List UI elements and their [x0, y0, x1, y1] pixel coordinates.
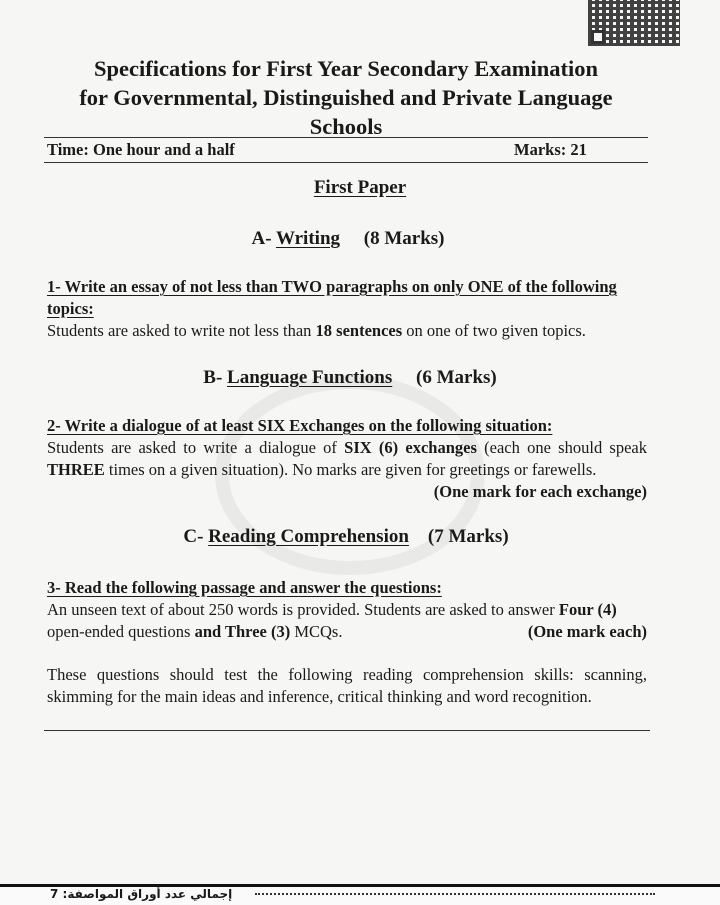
paper-title: First Paper [313, 177, 407, 198]
end-rule [44, 730, 650, 731]
question-2-text: Students are asked to write a dialogue of SIX (6) exchanges (each one should speak THREE times on a given situation). No marks are given for greetings or farewells. (One mark for each exchange) [47, 438, 648, 501]
section-c-name: Reading Comprehension [208, 526, 409, 547]
title-line-1: Specifications for First Year Secondary Examination [94, 56, 598, 81]
section-a-name: Writing [275, 228, 341, 249]
section-b-marks: (6 Marks) [416, 367, 497, 388]
section-b-heading: B- Language Functions (6 Marks) [203, 367, 497, 388]
question-3-note: (One mark each) [527, 622, 647, 641]
question-1-text: Students are asked to write not less than 18 sentences on one of two given topics. [47, 321, 586, 340]
question-2-note: (One mark for each exchange) [433, 482, 647, 501]
section-c-marks: (7 Marks) [427, 526, 509, 547]
question-2-heading: 2- Write a dialogue of at least SIX Exchanges on the following situation: [47, 416, 553, 435]
document-title [40, 54, 652, 141]
question-1-heading: 1- Write an essay of not less than TWO paragraphs on only ONE of the following topics: [47, 277, 617, 318]
footer-dotted-line [255, 893, 655, 895]
question-3-heading: 3- Read the following passage and answer the questions: [47, 578, 442, 597]
marks-label: Marks: 21 [514, 140, 587, 159]
skills-paragraph: These questions should test the following reading comprehension skills: scanning, skimming for the main ideas and inference, critical thinking and word recognition. [47, 665, 647, 706]
bottom-rule [44, 162, 648, 163]
top-rule [44, 137, 648, 138]
qr-code [588, 0, 680, 46]
time-label: Time: One hour and a half [47, 140, 235, 159]
footer-sheet-count: إجمالي عدد أوراق المواصفة: 7 [50, 887, 233, 901]
section-a-heading: A- Writing (8 Marks) [251, 228, 445, 249]
section-b-name: Language Functions [227, 367, 393, 388]
section-a-marks: (8 Marks) [363, 228, 445, 249]
section-c-heading: C- Reading Comprehension (7 Marks) [183, 526, 509, 547]
question-3-text: An unseen text of about 250 words is provided. Students are asked to answer Four (4) open-ended questions and Three (3) MCQs. (One mark each) [47, 600, 647, 641]
title-line-3: Schools [309, 114, 383, 139]
title-line-2: for Governmental, Distinguished and Private Language [79, 85, 613, 110]
